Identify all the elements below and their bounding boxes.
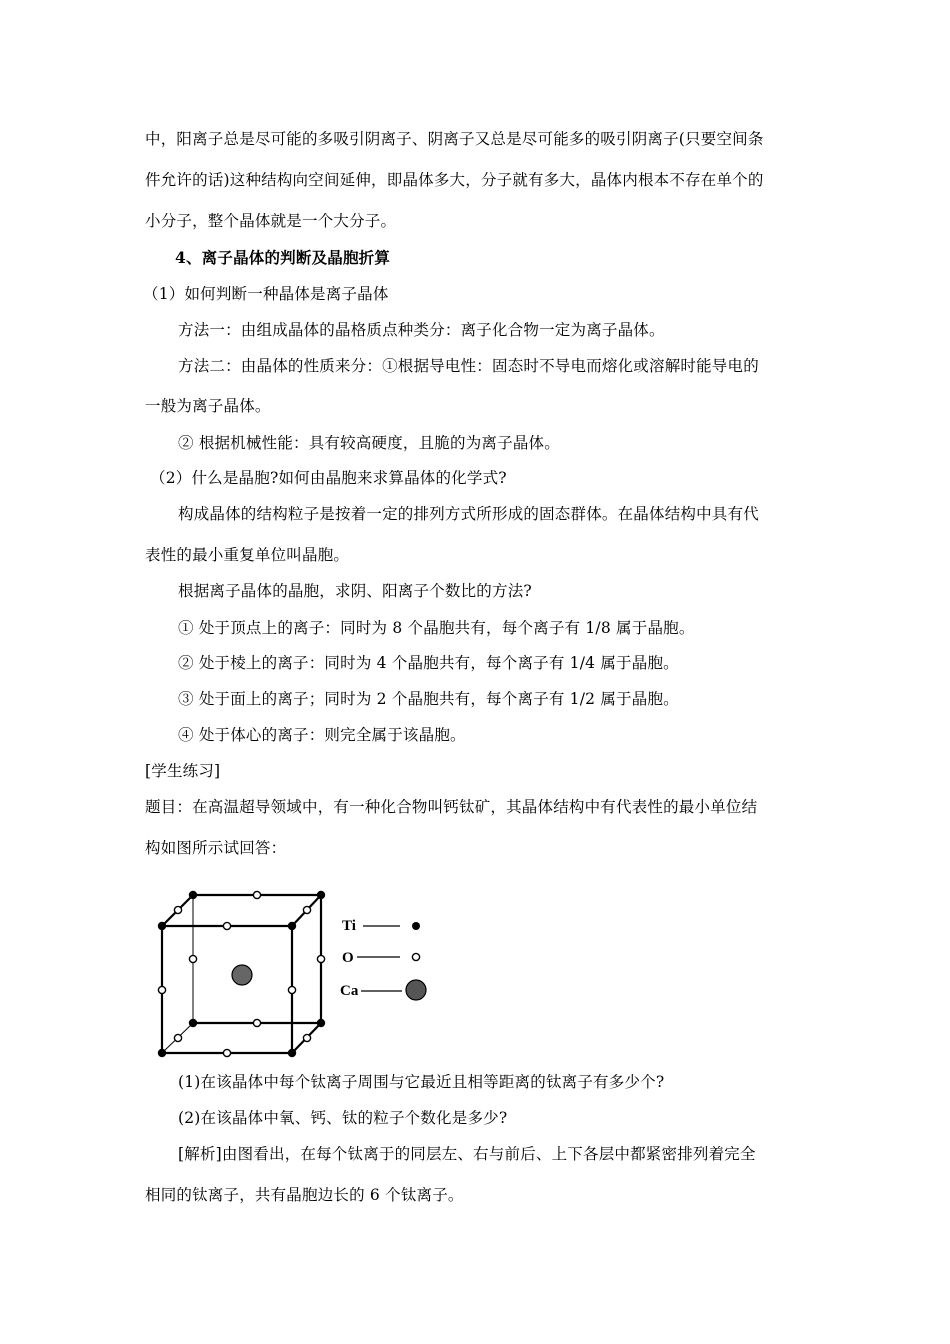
question-item: (2)在该晶体中氧、钙、钛的粒子个数化是多少? (178, 1109, 508, 1127)
oxygen-atom (174, 906, 181, 913)
body-paragraph: 构成晶体的结构粒子是按着一定的排列方式所形成的固态群体。在晶体结构中具有代 (178, 505, 759, 523)
titanium-atom (158, 1049, 166, 1057)
analysis-text: 相同的钛离子，共有晶胞边长的 6 个钛离子。 (145, 1186, 464, 1204)
figure-legend (340, 918, 426, 1000)
oxygen-atom (317, 955, 324, 962)
question-text: 构如图所示试回答： (145, 839, 287, 857)
list-item: ① 处于顶点上的离子：同时为 8 个晶胞共有，每个离子有 1/8 属于晶胞。 (178, 619, 695, 637)
question-item: (1)在该晶体中每个钛离子周围与它最近且相等距离的钛离子有多少个? (178, 1073, 665, 1091)
question-text: 题目：在高温超导领域中，有一种化合物叫钙钛矿，其晶体结构中有代表性的最小单位结 (145, 798, 758, 816)
subheading: （2）什么是晶胞?如何由晶胞来求算晶体的化学式? (150, 469, 507, 487)
body-paragraph: 根据离子晶体的晶胞，求阴、阳离子个数比的方法? (178, 582, 532, 600)
body-paragraph: 一般为离子晶体。 (145, 397, 271, 415)
oxygen-atom (223, 922, 230, 929)
legend-label-ti: Ti (342, 918, 356, 934)
exercise-label: [学生练习] (145, 762, 221, 780)
body-paragraph: 件允许的话)这种结构向空间延伸，即晶体多大，分子就有多大，晶体内根本不存在单个的 (145, 171, 764, 189)
titanium-atom (288, 1049, 296, 1057)
analysis-text: [解析]由图看出，在每个钛离于的同层左、右与前后、上下各层中都紧密排列着完全 (178, 1145, 756, 1163)
legend-ti-marker (412, 922, 420, 930)
subheading: （1）如何判断一种晶体是离子晶体 (143, 285, 389, 303)
oxygen-atom (253, 891, 260, 898)
titanium-atom (189, 1019, 197, 1027)
titanium-atom (189, 891, 197, 899)
body-paragraph: 小分子，整个晶体就是一个大分子。 (145, 212, 397, 230)
body-paragraph: 方法二：由晶体的性质来分：①根据导电性：固态时不导电而熔化或溶解时能导电的 (178, 357, 759, 375)
legend-ca-marker (406, 980, 426, 1000)
titanium-atom (288, 922, 296, 930)
legend-o-marker (412, 953, 419, 960)
body-paragraph: ② 根据机械性能：具有较高硬度，且脆的为离子晶体。 (178, 434, 560, 452)
calcium-atom (232, 965, 252, 985)
body-paragraph: 中，阳离子总是尽可能的多吸引阴离子、阴离子又总是尽可能多的吸引阴离子(只要空间条 (145, 130, 764, 148)
oxygen-atom (174, 1034, 181, 1041)
body-paragraph: 方法一：由组成晶体的晶格质点种类分：离子化合物一定为离子晶体。 (178, 321, 665, 339)
unit-cell-diagram (150, 880, 450, 1060)
titanium-atom (317, 1019, 325, 1027)
oxygen-atom (253, 1019, 260, 1026)
oxygen-atom (303, 906, 310, 913)
oxygen-atom (189, 955, 196, 962)
oxygen-atom (223, 1049, 230, 1056)
legend-label-ca: Ca (340, 983, 359, 999)
perovskite-unit-cell-figure (150, 880, 450, 1060)
oxygen-atom (288, 986, 295, 993)
body-paragraph: 表性的最小重复单位叫晶胞。 (145, 546, 350, 564)
legend-label-o: O (342, 950, 354, 966)
oxygen-atom (303, 1034, 310, 1041)
list-item: ② 处于棱上的离子：同时为 4 个晶胞共有，每个离子有 1/4 属于晶胞。 (178, 654, 679, 672)
titanium-atom (158, 922, 166, 930)
oxygen-atom (158, 986, 165, 993)
list-item: ③ 处于面上的离子；同时为 2 个晶胞共有，每个离子有 1/2 属于晶胞。 (178, 690, 679, 708)
section-heading: 4、离子晶体的判断及晶胞折算 (175, 248, 391, 267)
list-item: ④ 处于体心的离子：则完全属于该晶胞。 (178, 726, 466, 744)
titanium-atom (317, 891, 325, 899)
